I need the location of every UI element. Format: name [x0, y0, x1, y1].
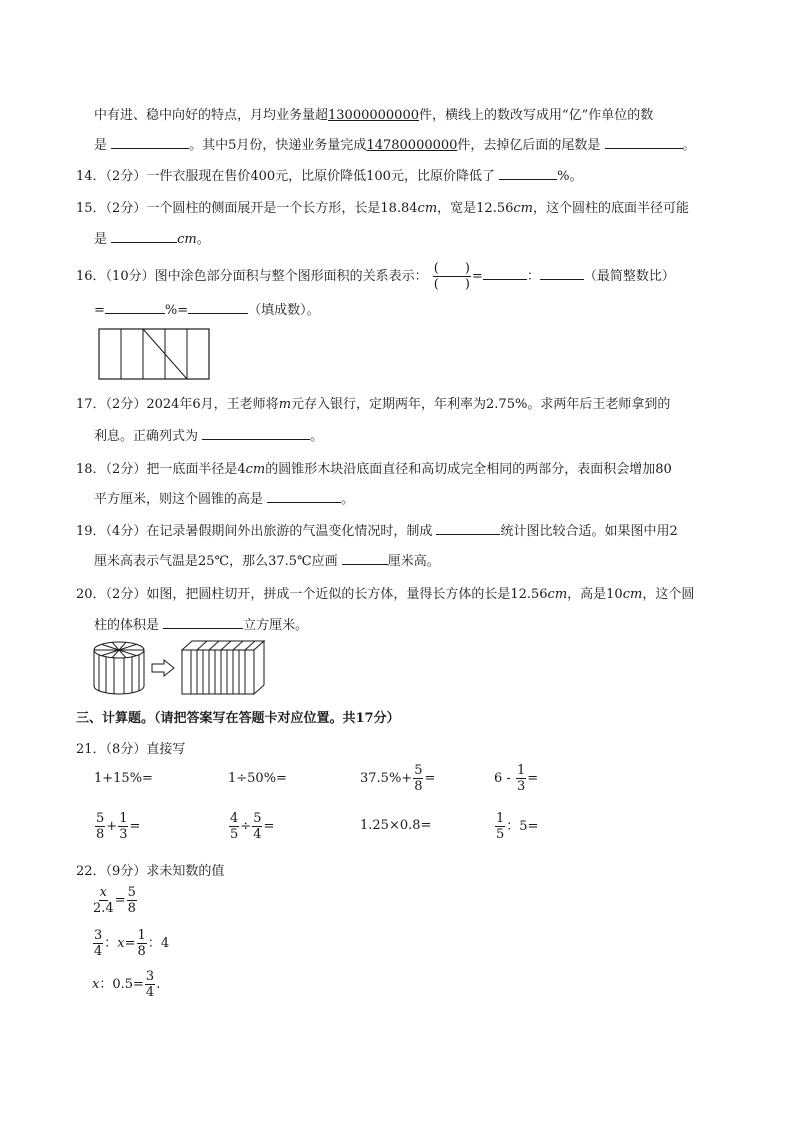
calc-4: 6 - $\frac{1}{3}$ = [494, 763, 539, 794]
answer-blank[interactable] [111, 134, 189, 149]
answer-blank[interactable] [163, 614, 243, 629]
question-17: 17．（2分）2024年6月，王老师将m元存入银行，定期两年，年利率为2.75%。求两年后王老师拿到的 [76, 397, 671, 412]
blank-fraction[interactable]: $\frac{( )}{( )}$ [433, 261, 470, 292]
question-20-line-2: 柱的体积是 立方厘米。 [94, 614, 308, 633]
question-18: 18．（2分）把一底面半径是4cm的圆锥形木块沿底面直径和高切成完全相同的两部分，表面积会增加80 [76, 462, 672, 477]
calc-6: $\frac{4}{5}$ ÷ $\frac{5}{4}$ = [230, 811, 275, 842]
question-16: 16．（10分）图中涂色部分面积与整个图形面积的关系表示： $\frac{( )}{( )}$ = ： （最简整数比） [76, 261, 675, 292]
answer-blank[interactable] [499, 165, 557, 180]
calc-7: 1.25×0.8= [360, 818, 432, 833]
calc-1: 1+15%= [94, 771, 153, 786]
equation-2: $\frac{3}{4}$ ：x= $\frac{1}{8}$ ：4 [94, 928, 170, 959]
question-18-line-2: 平方厘米，则这个圆锥的高是 。 [94, 488, 354, 507]
section-3-heading: 三、计算题。（请把答案写在答题卡对应位置。共17分） [76, 711, 400, 726]
answer-blank[interactable] [540, 265, 584, 280]
answer-blank[interactable] [105, 299, 165, 314]
question-15: 15．（2分）一个圆柱的侧面展开是一个长方形，长是18.84cm，宽是12.56cm，这个圆柱的底面半径可能 [76, 201, 689, 216]
intro-line-1: 中有进、稳中向好的特点，月均业务量超13000000000件，横线上的数改写成用“亿”作单位的数 [94, 108, 654, 123]
equation-3: x：0.5= $\frac{3}{4}$ . [92, 969, 161, 1000]
answer-blank[interactable] [342, 550, 388, 565]
calc-2: 1÷50%= [228, 771, 287, 786]
answer-blank[interactable] [202, 425, 310, 440]
question-17-line-2: 利息。正确列式为 。 [94, 425, 323, 444]
answer-blank[interactable] [188, 299, 248, 314]
answer-blank[interactable] [483, 265, 527, 280]
question-14: 14．（2分）一件衣服现在售价400元，比原价降低100元，比原价降低了 %。 [76, 165, 582, 184]
question-22: 22．（9分）求未知数的值 [76, 864, 225, 879]
cylinder-to-cuboid-figure [92, 638, 272, 696]
calc-8: $\frac{1}{5}$ ：5= [496, 811, 539, 842]
question-21: 21．（8分）直接写 [76, 742, 186, 757]
question-15-line-2: 是 cm。 [94, 228, 210, 247]
answer-blank[interactable] [267, 488, 341, 503]
shaded-rectangle-figure [98, 328, 210, 380]
question-16-line-2: = %= （填成数）。 [94, 299, 320, 318]
calc-5: $\frac{5}{8}$ + $\frac{1}{3}$ = [96, 811, 141, 842]
intro-line-2: 是 。其中5月份，快递业务量完成14780000000件，去掉亿后面的尾数是 。 [94, 134, 696, 153]
question-20: 20．（2分）如图，把圆柱切开，拼成一个近似的长方体，量得长方体的长是12.56cm，高是10cm，这个圆 [76, 587, 695, 602]
cylinder-icon [94, 642, 144, 694]
answer-blank[interactable] [605, 134, 683, 149]
answer-blank[interactable] [436, 520, 500, 535]
equation-1: $\frac{x}{2.4}$ = $\frac{5}{8}$ [93, 885, 136, 916]
question-19-line-2: 厘米高表示气温是25℃，那么37.5℃应画 厘米高。 [94, 550, 440, 569]
right-arrow-icon [152, 660, 174, 676]
cuboid-icon [182, 641, 264, 694]
question-19: 19．（4分）在记录暑假期间外出旅游的气温变化情况时，制成 统计图比较合适。如果图中用2 [76, 520, 678, 539]
answer-blank[interactable] [111, 228, 177, 243]
calc-3: 37.5%+ $\frac{5}{8}$ = [360, 763, 436, 794]
